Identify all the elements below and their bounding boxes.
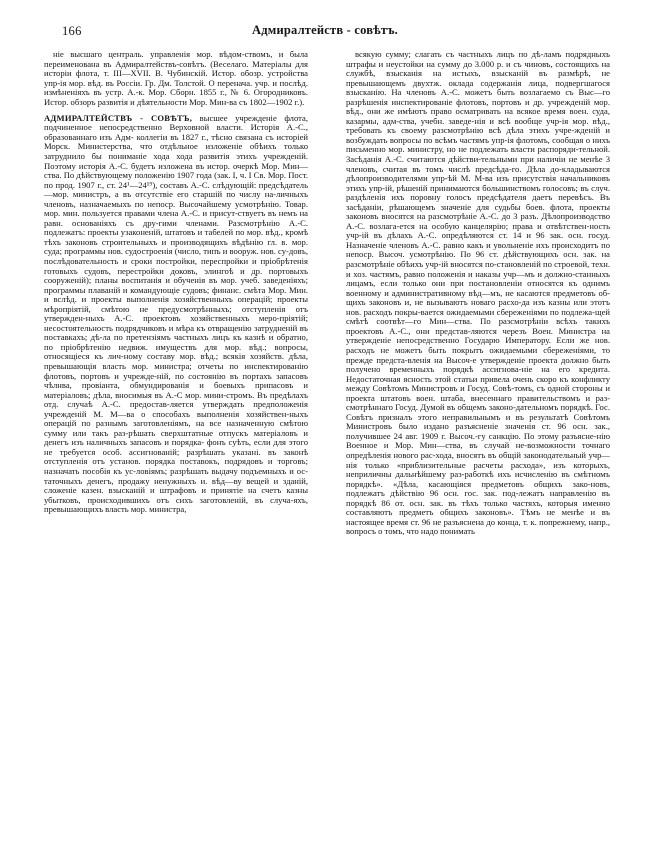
entry-body: высшее учрежденiе флота, подчиненное непосредственно Верховной власти. Исторiя А.-С., образованнаго изъ Адм- коллегiи въ 1827 г., тѣсно связана съ исторiей Морск. Министерства, что отдѣльное изложенiе обѣихъ только затруднило бы пониманiе хода хода развитiя этихъ учрежденiй. Поэтому исторiя А.-С. будетъ изложена въ истор. очеркѣ Мор. Мин—ства. По дѣйствующему положенiю 1907 года (зак. I, ч. I Св. Мор. Пост. по прод. 1907 г., ст. 24¹—24¹⁹), составъ А.-С. слѣдующiй: предсѣдатель—мор. министръ, а въ отсутствiе его старшiй по числу на-личныхъ членовъ, назначаемыхъ по непоср. Высочайшему усмотрѣнiю. Товар. мор. мин. пользуется правами члена А.-С. и присут-ствуетъ въ немъ на равн. основанiяхъ съ дру-гими членами. Разсмотрѣнiю А.-С. подлежатъ: проекты узаконенiй, штатовъ и табелей по мор. вѣд., кромѣ тѣхъ законовъ строительныхъ и производящихъ вѣдѣнiю гл. в. мор. суда; программы нов. судостроенiя (число, типъ и вооруж. нов. су-довъ, послѣдовательность и сроки постройки, переспройки и прiобрѣтенiя готовыхъ судовъ, перестройки доковъ, элингоѣ и др. портовыхъ сооруженiй); планы воспитанiя и обученiя въ мор. учеб. заведенiяхъ; программы плаванiй и командующiе судовъ; финанс. смѣта Мор. Мин. и вслѣд. и проекты выполненiя хозяйственныхъ операцiй; проекты мѣропрiятiй, смѣтою не предусмотрѣнныхъ; отступленiя отъ утвержден-ныхъ А.-С. проектовъ хозяйственныхъ меро-прiятiй; несостоятельность подрядчиковъ и мѣра къ отвращенiю затрудненiй въ поставкахъ; дѣ-ла по претензiямъ частныхъ лицъ къ казнѣ и обратно, по прiобрѣтенiю недвиж. имуществъ для мор. вѣд.; вопросы, относящiеся къ лич-ному составу мор. вѣд.; всякiя хозяйств. дѣла, превышающiя власть мор. министра; отчеты по инспектированiю флотовъ, портовъ и учрежде-нiй, по состоянiю въ портахъ запасовъ чѣлнва, провiанта, обмундированiя и боевыхъ припасовъ и матерiаловъ; дѣла, вносимыя въ А.-С мор. мини-стромъ. Въ предѣлахъ отд. случаѣ А.-С. предостав-ляется утверждать предположенiя учрежденiй М. М—ва о способахъ выполненiя хозяйствен-ныхъ операцiй по разнымъ заготовленiямъ, на все назначенную смѣтою сумму или такъ раз-рѣшать сверхштатные отпускъ матерiаловъ и денегъ изъ наличныхъ запасовъ и порядка- фонъ суѣть, если для этого не требуется особ. ассигнованiй; разрѣшать указанi. въ законѣ отступленiя отъ установ. порядка поставокъ, подрядовъ и торговъ; назначать пособiя къ ус-ловiямъ; разрѣшать выдачу подъемныхъ и ос-таточныхъ денегъ, продажу ненужныхъ и. вѣд—ву вещей и зданiй, сложенiе казен. взысканiй и штрафовъ и принятiе на счетъ казны убытковъ, происходившихъ отъ сихъ заготовленiй, въ случа-яхъ, превышающихъ власть мор. министра, (44, 112, 308, 515)
paragraph-continued: нie высшаго централь. управленiя мор. вѣдом-ствомъ, и была переименована въ Адмиралтействъ-совѣтъ. (Веселаго. Матерiалы для исторiи флота, т. III—XVII. В. Чубинскiй. Истор. обозр. устройства упр-iя мор. вѣд. въ Россiи. Гр. Дм. Толстой. О перенача. учр. и послѣд. измѣненiяхъ въ устр. А.-к. Мор. Сборн. 1855 г., № 6. Огородниковъ. Истор. обзоръ развитiя и дѣятельности Мор. Мин-ва съ 1802—1902 г.). (44, 49, 308, 107)
entry-headword: АДМИРАЛТЕЙСТВЪ - СОВѢТЪ, (44, 112, 193, 123)
column-right (346, 50, 610, 537)
column-left (44, 50, 308, 537)
text-columns (44, 50, 610, 537)
running-title: Адмиралтейств - совѣтъ. (251, 23, 399, 37)
dictionary-entry (44, 114, 308, 515)
page-number: 166 (62, 24, 82, 38)
paragraph-continued: всякую сумму; слагать съ частныхъ лицъ по дѣ-ламъ подрядныхъ штрафы и неустойки на сумму до 3.000 р. и съ чиновъ, состоящихъ на службѣ, взысканiя на истыхъ, взысканiй въ размѣрѣ, не превышающемъ двухтж. оклада содержанiя лица, подвергшагося взысканiю. На членовъ А.-С. можетъ быть возлагаемо съ Выс—го разрѣшенiя инспектированiе флотовъ, портовъ и др. учрежденiй мор. вѣд., они же имѣютъ право осматривать на всякое время воен. суда, казармы, адм-ства, учебн. заведе-нiя и всѣ вообще учр-iя мор. вѣд., требовать къ своему разсмотрѣнiю всѣ дѣла этихъ учре-жденiй и возбуждать вопросы по всѣмъ частямъ упр-iя флотомъ, сообщая о нихъ письменно мор. министру, но не подлежать власти распоряди-тельной. Засѣданiя А.-С. считаются дѣйстви-тельными при наличiи не менѣе 3 членовъ, считая въ томъ числѣ предсѣда-го. Дѣла до-кладываются дѣлопроизводителями упр-ѣй М. М-ва изъ присутствiя начальниковъ этихъ упр-iй, рѣшенiй принимаются большинствомъ голосовъ; въ случ. раздѣленiя ихъ поровну голосъ предсѣдателя даетъ перевѣсъ. Въ засѣданiи, рѣшающемъ значенiе для судьбы боев. флота, проекты законовъ вносятся на разсмотрѣнiе А.-С. до 3 разъ. Дѣлопроизводство А.-С. возлага-ется на особую канцелярiю; права и отвѣтствен-ность учр-iй въ дѣлахъ А.-С. опредѣляются ст. 14 и 96 зак. осн. госуд. Назначенiе членовъ А.-С. равно какъ и увольненiе ихъ происходитъ по непоср. Высоч. усмотрѣнiю. По 96 ст. дѣйствующихъ осн. зак. на разсмотрѣнiе обѣихъ учр-iй вносятся по-становленiй по строевой, техн. и хоз. частямъ, равно положенiя и наказы учр—мъ и должно-станныхъ лицамъ, если только они при постановленiи относятся къ однимъ военному и административному вѣд—мъ, не касаются предметовъ об-щихъ законовъ и, не вызываютъ новаго расхо-да изъ казны или этотъ нов. расходъ покры-вается ожидаемыми сбереженiями по подлежа-щей смѣтѣ соотвѣт—го Мин—ства. По разсмотрѣнiи всѣхъ такихъ проектовъ А.-С., они представ-ляются черезъ Воен. Министра на утвержденiе непосредственно Государю Императору. Если же нов. расходъ не можетъ быть покрытъ ожидаемыми сбереженiями, то прежде предста-вленiя на Высоч-е утвержденiе проекта должно быть получено временныхъ порядкѣ ассигнова-нiе на его кредита. Недостаточная ясность этой статьи привела очень скоро къ конфликту между Совѣтомъ Министровъ и Госуд. Совѣ-томъ, съ одной стороны и проекта штатовъ воен. штаба, внесеннаго правительствомъ и раз-смотрѣннаго Госуд. Думой въ общемъ законо-дательномъ порядкѣ. Гос. Совѣтъ призналъ этого неправильнымъ и въ результатѣ Совѣтомъ Министровъ было издано разъясненiе значенiя ст. 96 осн. зак., получившее 24 авг. 1909 г. Высоч.-гу санкцiю. По этому разъясне-нiю Военное и Мор. Мин—ства, въ случай не-возможности точнаго опредѣленiя нового рас-хода, вносятъ въ общiй законодательный учр—нiя только «приблизительные расчеты расхода», изъ которыхъ, неприличны дальнѣйшему раз-работкѣ ихъ исчисленiю въ смѣтномъ порядкѣ». «Дѣла, касающiяся предметовъ общихъ зако-новъ, подлежатъ дѣйствiю 96 осн. гос. зак. под-лежатъ направленiю въ порядкѣ 86 от. осн. зак. въ тѣхъ только частяхъ, которыя именно составляютъ предметъ общихъ законовъ». Тѣмъ не менѣе и въ настоящее время ст. 96 не разъяснена до конца, т. к. попрежнему, напр., вопросъ о томъ, что надо понимать (346, 49, 610, 537)
